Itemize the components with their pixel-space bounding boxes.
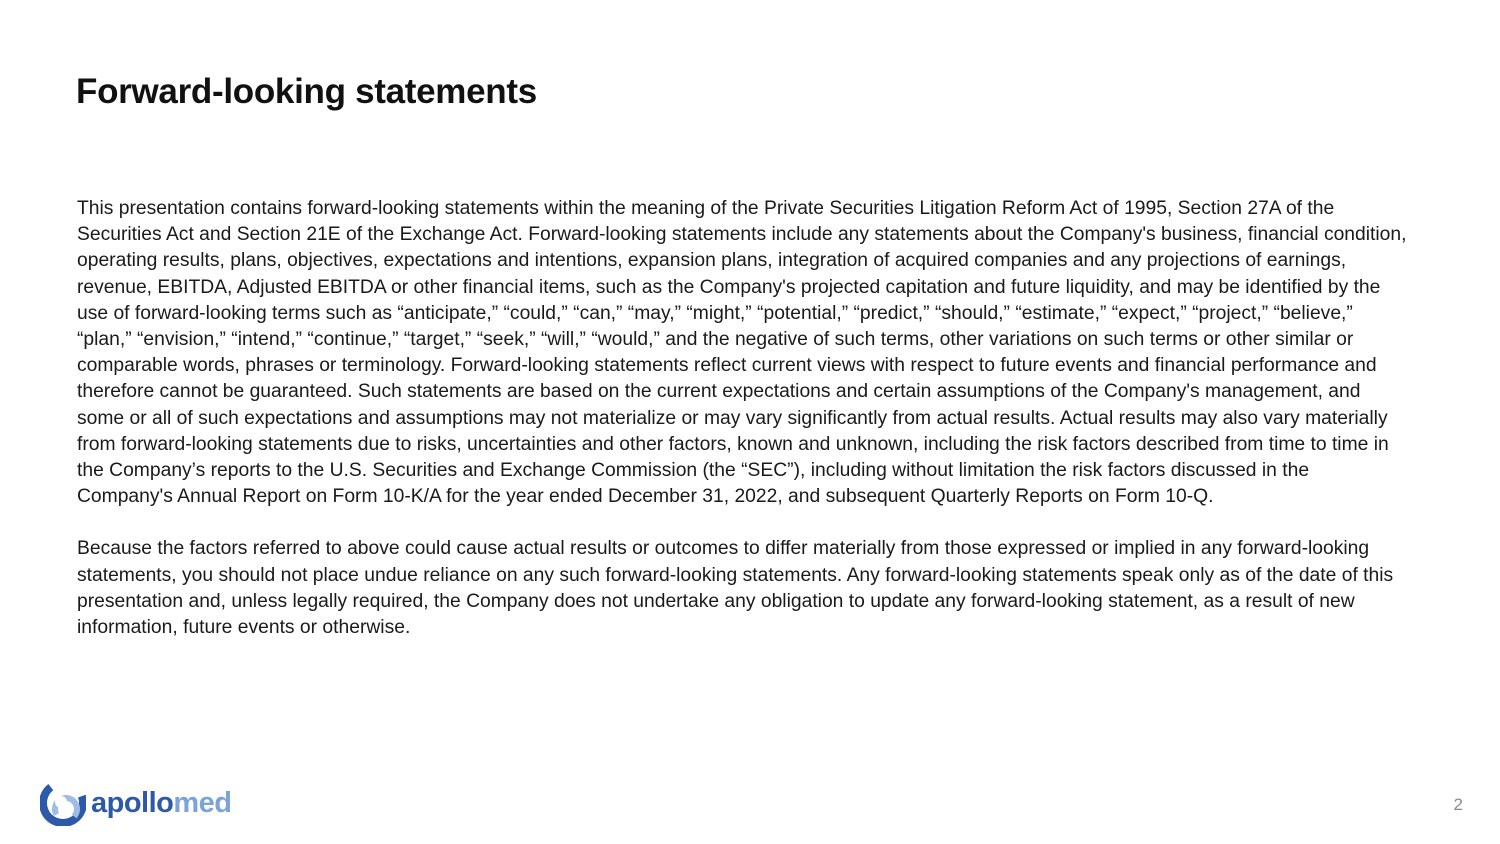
logo-text-apollo: apollo bbox=[91, 787, 174, 819]
apollomed-logo-icon bbox=[40, 780, 86, 826]
company-logo bbox=[40, 780, 232, 826]
paragraph-disclaimer: This presentation contains forward-looking statements within the meaning of the Private Securities Litigation Reform Act of 1995, Section 27A of the Securities Act and Section 21E of the Exchange Act. Forward-looking statements include any statements about the Company's business, financial condition, operating results, plans, objectives, expectations and intentions, expansion plans, integration of acquired companies and any projections of earnings, revenue, EBITDA, Adjusted EBITDA or other financial items, such as the Company's projected capitation and future liquidity, and may be identified by the use of forward-looking terms such as “anticipate,” “could,” “can,” “may,” “might,” “potential,” “predict,” “should,” “estimate,” “expect,” “project,” “believe,” “plan,” “envision,” “intend,” “continue,” “target,” “seek,” “will,” “would,” and the negative of such terms, other variations on such terms or other similar or comparable words, phrases or terminology. Forward-looking statements reflect current views with respect to future events and financial performance and therefore cannot be guaranteed. Such statements are based on the current expectations and certain assumptions of the Company's management, and some or all of such expectations and assumptions may not materialize or may vary significantly from actual results. Actual results may also vary materially from forward-looking statements due to risks, uncertainties and other factors, known and unknown, including the risk factors described from time to time in the Company’s reports to the U.S. Securities and Exchange Commission (the “SEC”), including without limitation the risk factors discussed in the Company's Annual Report on Form 10-K/A for the year ended December 31, 2022, and subsequent Quarterly Reports on Form 10-Q. bbox=[77, 198, 1407, 508]
body-text bbox=[77, 196, 1407, 667]
logo-text-med: med bbox=[173, 787, 232, 819]
page-number: 2 bbox=[1453, 795, 1463, 814]
page-title: Forward-looking statements bbox=[76, 72, 537, 111]
logo-wordmark bbox=[91, 780, 232, 826]
paragraph-reliance: Because the factors referred to above could cause actual results or outcomes to differ materially from those expressed or implied in any forward-looking statements, you should not place undue reliance on any such forward-looking statements. Any forward-looking statements speak only as of the date of this presentation and, unless legally required, the Company does not undertake any obligation to update any forward-looking statement, as a result of new information, future events or otherwise. bbox=[77, 538, 1394, 639]
